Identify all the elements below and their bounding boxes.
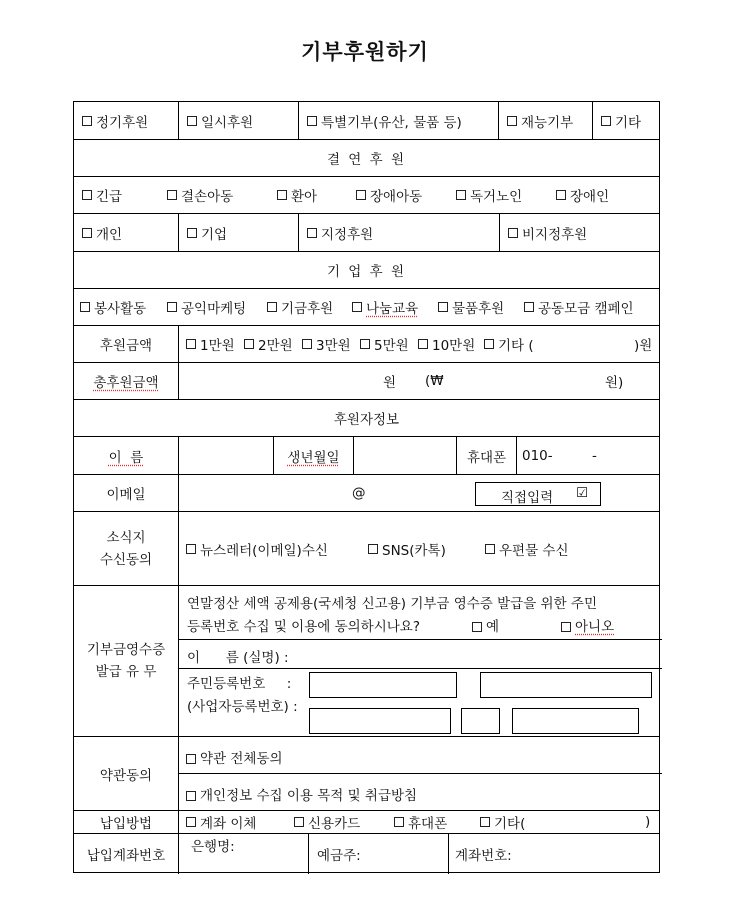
target-individual[interactable]: 개인 <box>74 214 178 251</box>
option-special[interactable]: 특별기부(유산, 물품 등) <box>298 102 498 139</box>
checkbox-icon[interactable] <box>82 116 92 126</box>
donor-info-header: 후원자정보 <box>74 400 659 437</box>
total-won-close: 원) <box>605 375 624 391</box>
receipt-question-line2: 등록번호 수집 및 이용에 동의하시나요? <box>187 619 420 635</box>
checkbox-icon[interactable] <box>561 622 571 632</box>
checkbox-icon[interactable] <box>186 544 196 554</box>
checkbox-icon[interactable] <box>294 817 304 827</box>
total-won-open: (₩ <box>425 373 444 389</box>
payment-other-close: ) <box>645 814 651 830</box>
amount-label: 후원금액 <box>99 338 153 354</box>
total-unit: 원 <box>383 375 397 391</box>
amount-100k[interactable]: 10만원 <box>418 326 475 362</box>
payment-card[interactable]: 신용카드 <box>294 811 360 833</box>
phone-dash: - <box>592 447 597 464</box>
checkbox-icon[interactable] <box>267 302 277 312</box>
newsletter-row <box>74 512 659 586</box>
checkbox-icon[interactable] <box>187 228 197 238</box>
bizno-part2-input[interactable] <box>461 708 500 734</box>
checkbox-icon[interactable] <box>82 190 92 200</box>
receipt-content <box>178 586 661 736</box>
receipt-id-label: 주민등록번호 : <box>187 676 292 692</box>
checkbox-icon[interactable] <box>186 339 196 349</box>
receipt-row <box>74 586 659 737</box>
news-option-email[interactable]: 뉴스레터(이메일)수신 <box>186 512 328 585</box>
account-row <box>74 834 659 874</box>
checkbox-icon[interactable] <box>167 190 177 200</box>
checkbox-icon[interactable] <box>277 190 287 200</box>
option-onetime[interactable]: 일시후원 <box>178 102 298 139</box>
checkbox-icon[interactable] <box>484 339 494 349</box>
amount-20k[interactable]: 2만원 <box>244 326 293 362</box>
payment-transfer[interactable]: 계좌 이체 <box>186 811 256 833</box>
receipt-no-option[interactable]: 아니오 <box>561 615 614 635</box>
corp-option-fund[interactable]: 기금후원 <box>267 289 333 325</box>
corp-option-goods[interactable]: 물품후원 <box>438 289 504 325</box>
corp-option-campaign[interactable]: 공동모금 캠페인 <box>524 289 634 325</box>
receipt-question-line1: 연말정산 세액 공제용(국세청 신고용) 기부금 영수증 발급을 위한 주민 <box>187 596 598 612</box>
checkbox-icon[interactable] <box>472 622 482 632</box>
bond-option-disabled[interactable]: 장애인 <box>556 177 609 213</box>
checkbox-icon[interactable] <box>438 302 448 312</box>
payment-phone[interactable]: 휴대폰 <box>394 811 447 833</box>
total-label: 총후원금액 <box>93 375 159 391</box>
checkbox-icon[interactable] <box>244 339 254 349</box>
checkbox-icon[interactable] <box>418 339 428 349</box>
bizno-part1-input[interactable] <box>309 708 451 734</box>
email-input[interactable] <box>178 475 661 511</box>
payment-other[interactable]: 기타( <box>480 811 525 833</box>
checkbox-icon[interactable] <box>360 339 370 349</box>
resident-id-front-input[interactable] <box>309 672 457 698</box>
amount-other[interactable]: 기타 ( <box>484 326 534 362</box>
checkbox-icon[interactable] <box>80 302 90 312</box>
email-at: @ <box>352 485 366 501</box>
amount-suffix: )원 <box>634 338 653 354</box>
checkbox-icon[interactable] <box>480 817 490 827</box>
corp-option-education[interactable]: 나눔교육 <box>352 289 418 325</box>
bond-option-disabled-child[interactable]: 장애아동 <box>356 177 422 213</box>
terms-divider <box>179 773 662 774</box>
bond-option-single-parent[interactable]: 결손아동 <box>167 177 233 213</box>
checkbox-icon[interactable] <box>302 339 312 349</box>
checkbox-icon[interactable] <box>82 228 92 238</box>
bond-options-row <box>74 177 659 214</box>
amount-options <box>178 326 661 362</box>
receipt-name-label: 이 름 (실명) : <box>187 650 289 666</box>
checkbox-icon[interactable] <box>524 302 534 312</box>
checkbox-icon[interactable] <box>507 116 517 126</box>
name-input[interactable] <box>178 437 273 474</box>
checkbox-icon[interactable] <box>352 302 362 312</box>
birth-input[interactable] <box>353 437 456 474</box>
terms-label: 약관동의 <box>99 767 153 784</box>
name-label: 이 름 <box>108 449 144 466</box>
receipt-divider <box>179 639 662 640</box>
bond-option-patient[interactable]: 환아 <box>277 177 317 213</box>
checkbox-icon[interactable] <box>485 544 495 554</box>
target-row <box>74 214 659 252</box>
amount-row <box>74 326 659 363</box>
account-label: 납입계좌번호 <box>86 848 166 864</box>
option-other[interactable]: 기타 <box>592 102 661 139</box>
bond-option-urgent[interactable]: 긴급 <box>82 177 122 213</box>
corp-option-marketing[interactable]: 공익마케팅 <box>167 289 246 325</box>
account-number-field[interactable]: 계좌번호: <box>448 834 661 874</box>
checkbox-icon[interactable] <box>368 544 378 554</box>
receipt-yes-option[interactable]: 예 <box>472 615 499 635</box>
support-type-row <box>74 102 659 140</box>
corporate-section-header: 기 업 후 원 <box>74 252 659 289</box>
checkbox-icon[interactable] <box>307 116 317 126</box>
corporate-options-row <box>74 289 659 326</box>
payment-label: 납입방법 <box>99 816 153 832</box>
news-option-mail[interactable]: 우편물 수신 <box>485 512 569 585</box>
checkbox-icon[interactable] <box>394 817 404 827</box>
total-amount-field[interactable] <box>178 363 661 399</box>
checkbox-icon[interactable] <box>186 754 196 764</box>
receipt-bizno-label: (사업자등록번호) : <box>187 699 298 715</box>
account-holder-field[interactable]: 예금주: <box>308 834 448 874</box>
news-option-sns[interactable]: SNS(카톡) <box>368 512 446 585</box>
name-row <box>74 437 659 475</box>
checkbox-icon[interactable] <box>167 302 177 312</box>
target-designated[interactable]: 지정후원 <box>298 214 499 251</box>
newsletter-label: 소식지 수신동의 <box>99 529 153 568</box>
phone-input[interactable] <box>516 437 661 474</box>
receipt-divider <box>179 668 662 669</box>
phone-prefix: 010- <box>522 447 553 464</box>
checkbox-icon[interactable] <box>456 190 466 200</box>
checkbox-icon[interactable] <box>186 791 196 801</box>
payment-options <box>178 811 661 833</box>
target-company[interactable]: 기업 <box>178 214 298 251</box>
payment-row <box>74 811 659 834</box>
email-row <box>74 475 659 512</box>
checkbox-icon[interactable] <box>307 228 317 238</box>
option-talent[interactable]: 재능기부 <box>498 102 592 139</box>
page-title: 기부후원하기 <box>301 40 429 64</box>
amount-50k[interactable]: 5만원 <box>360 326 409 362</box>
bond-option-elderly[interactable]: 독거노인 <box>456 177 522 213</box>
check-icon: ☑ <box>576 485 589 501</box>
email-domain-select[interactable]: 직접입력 ☑ <box>475 482 601 506</box>
terms-privacy-option[interactable]: 개인정보 수집 이용 목적 및 취급방침 <box>186 784 417 804</box>
bizno-part3-input[interactable] <box>512 708 639 734</box>
terms-row <box>74 737 659 811</box>
bond-section-header: 결 연 후 원 <box>74 140 659 177</box>
email-label: 이메일 <box>106 487 146 503</box>
receipt-label: 기부금영수증 발급 유 무 <box>86 642 166 680</box>
option-regular[interactable]: 정기후원 <box>74 102 178 139</box>
checkbox-icon[interactable] <box>186 817 196 827</box>
amount-30k[interactable]: 3만원 <box>302 326 351 362</box>
newsletter-options <box>178 512 661 585</box>
terms-options <box>178 737 661 810</box>
phone-label: 휴대폰 <box>456 437 516 474</box>
target-undesignated[interactable]: 비지정후원 <box>499 214 661 251</box>
checkbox-icon[interactable] <box>356 190 366 200</box>
amount-10k[interactable]: 1만원 <box>186 326 235 362</box>
bank-name-field[interactable]: 은행명: <box>178 834 308 874</box>
checkbox-icon[interactable] <box>187 116 197 126</box>
donation-form <box>73 101 660 873</box>
checkbox-icon[interactable] <box>556 190 566 200</box>
checkbox-icon[interactable] <box>601 116 611 126</box>
total-row <box>74 363 659 400</box>
corp-option-volunteer[interactable]: 봉사활동 <box>80 289 146 325</box>
birth-label: 생년월일 <box>273 437 353 474</box>
checkbox-icon[interactable] <box>508 228 518 238</box>
resident-id-back-input[interactable] <box>480 672 652 698</box>
terms-all-option[interactable]: 약관 전체동의 <box>186 747 283 767</box>
